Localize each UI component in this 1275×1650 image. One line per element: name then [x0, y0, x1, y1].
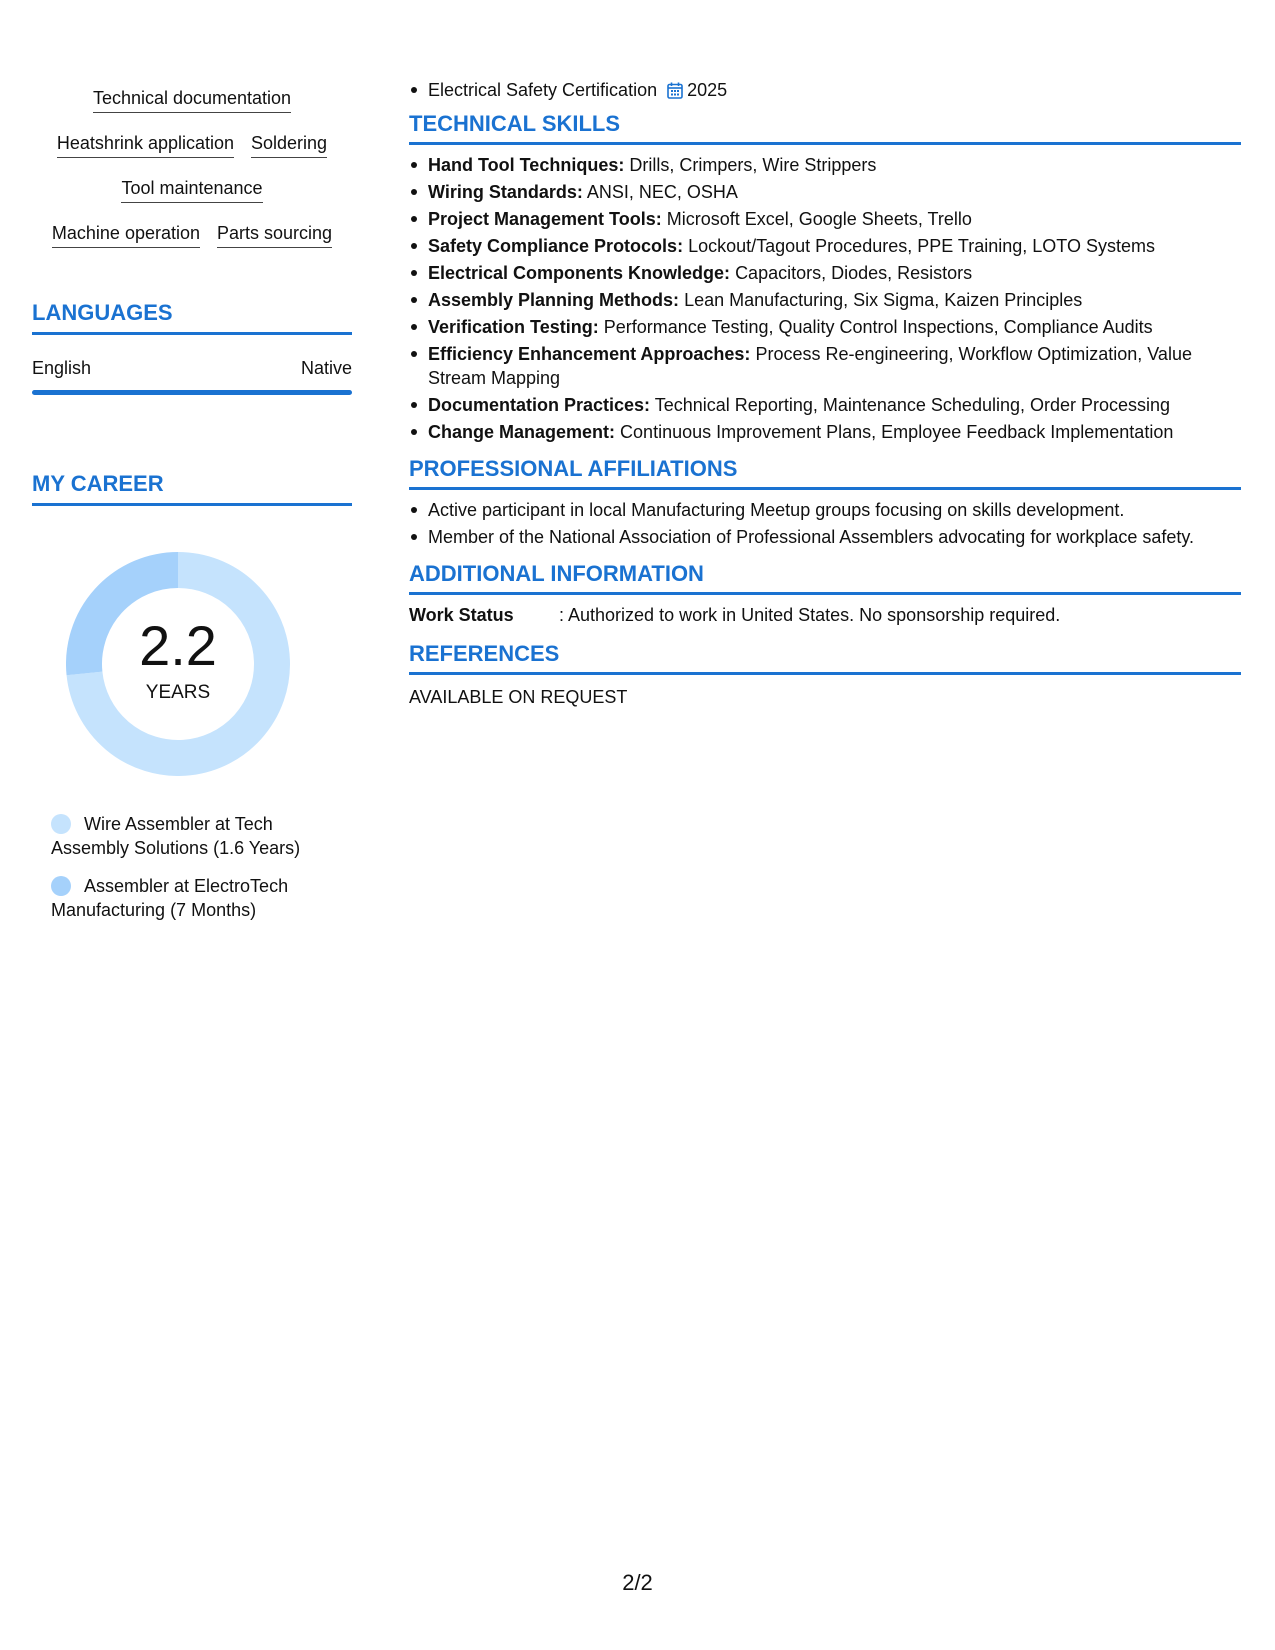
technical-skill-item [428, 342, 1241, 390]
technical-skill-item [428, 393, 1241, 417]
additional-info-heading: ADDITIONAL INFORMATION [409, 561, 1241, 595]
career-heading: MY CAREER [32, 471, 352, 506]
legend-dot-icon [51, 814, 71, 834]
technical-skill-item [428, 234, 1241, 258]
technical-skill-label: Safety Compliance Protocols: [428, 236, 684, 256]
technical-skill-value: Process Re-engineering, Workflow Optimization, Value Stream Mapping [428, 344, 1192, 388]
technical-skill-label: Assembly Planning Methods: [428, 290, 680, 310]
technical-skill-item [428, 420, 1241, 444]
technical-skill-value: Microsoft Excel, Google Sheets, Trello [666, 209, 972, 229]
skill-tag: Parts sourcing [217, 222, 332, 248]
work-status-label: Work Status [409, 605, 514, 625]
technical-skill-value: Performance Testing, Quality Control Inspections, Compliance Audits [603, 317, 1153, 337]
calendar-icon [667, 82, 683, 99]
technical-skill-label: Documentation Practices: [428, 395, 651, 415]
work-status-row [409, 603, 1241, 627]
affiliations-heading: PROFESSIONAL AFFILIATIONS [409, 456, 1241, 490]
skill-tag: Heatshrink application [57, 132, 234, 158]
career-legend [51, 812, 351, 936]
technical-skill-label: Efficiency Enhancement Approaches: [428, 344, 751, 364]
skill-tag: Tool maintenance [121, 177, 262, 203]
career-legend-item [51, 812, 351, 860]
technical-skill-item [428, 180, 1241, 204]
career-donut-chart [66, 552, 290, 776]
technical-skill-item [428, 261, 1241, 285]
certification-list [409, 78, 1241, 102]
technical-skill-value: ANSI, NEC, OSHA [586, 182, 738, 202]
skill-row [32, 132, 352, 158]
skill-tag: Machine operation [52, 222, 200, 248]
technical-skill-value: Drills, Crimpers, Wire Strippers [629, 155, 877, 175]
technical-skill-value: Lean Manufacturing, Six Sigma, Kaizen Principles [684, 290, 1083, 310]
career-donut-center [66, 552, 290, 776]
legend-dot-icon [51, 876, 71, 896]
languages-heading: LANGUAGES [32, 300, 352, 335]
career-legend-label: Wire Assembler at Tech Assembly Solutions (1.6 Years) [51, 814, 301, 858]
technical-skills-list [409, 153, 1241, 444]
career-total-unit: YEARS [145, 682, 211, 703]
skill-tag: Technical documentation [93, 87, 291, 113]
technical-skill-value: Continuous Improvement Plans, Employee Feedback Implementation [620, 422, 1174, 442]
affiliations-list [409, 498, 1241, 549]
references-value: AVAILABLE ON REQUEST [409, 687, 628, 707]
technical-skill-item [428, 207, 1241, 231]
language-level: Native [300, 358, 352, 378]
career-legend-item [51, 874, 351, 922]
skill-row [32, 222, 352, 248]
language-name: English [32, 358, 92, 378]
technical-skills-heading: TECHNICAL SKILLS [409, 111, 1241, 145]
skill-row [32, 177, 352, 203]
technical-skill-value: Capacitors, Diodes, Resistors [735, 263, 973, 283]
certification-name: Electrical Safety Certification [428, 80, 658, 100]
career-total-years: 2.2 [139, 614, 217, 677]
technical-skill-label: Electrical Components Knowledge: [428, 263, 731, 283]
technical-skill-value: Lockout/Tagout Procedures, PPE Training, LOTO Systems [688, 236, 1155, 256]
language-row [32, 357, 352, 379]
certification-item [428, 78, 1241, 102]
technical-skill-item [428, 288, 1241, 312]
affiliation-item: Member of the National Association of Professional Assemblers advocating for workplace safety. [428, 525, 1241, 549]
right-column [409, 78, 1241, 709]
affiliation-item: Active participant in local Manufacturing Meetup groups focusing on skills development. [428, 498, 1241, 522]
references-heading: REFERENCES [409, 641, 1241, 675]
technical-skill-label: Verification Testing: [428, 317, 599, 337]
career-legend-label: Assembler at ElectroTech Manufacturing (7 Months) [51, 876, 289, 920]
technical-skill-item [428, 153, 1241, 177]
technical-skill-value: Technical Reporting, Maintenance Scheduling, Order Processing [654, 395, 1171, 415]
technical-skill-label: Project Management Tools: [428, 209, 662, 229]
skill-tag: Soldering [251, 132, 327, 158]
skill-row [32, 87, 352, 113]
technical-skill-label: Wiring Standards: [428, 182, 583, 202]
language-proficiency-bar [32, 390, 352, 395]
work-status-value: : Authorized to work in United States. No sponsorship required. [559, 605, 1061, 625]
technical-skill-label: Change Management: [428, 422, 616, 442]
technical-skill-label: Hand Tool Techniques: [428, 155, 625, 175]
certification-year: 2025 [687, 80, 728, 100]
page-number: 2/2 [622, 1570, 653, 1595]
technical-skill-item [428, 315, 1241, 339]
